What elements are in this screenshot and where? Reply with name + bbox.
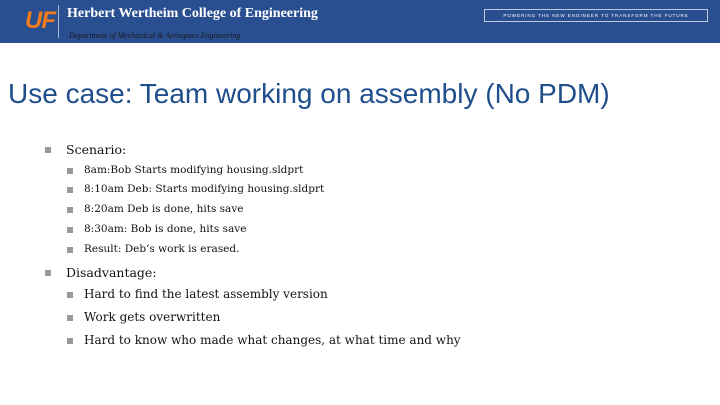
college-name: Herbert Wertheim College of Engineering	[67, 6, 318, 21]
bullet-icon	[67, 168, 73, 174]
list-item: 8:10am Deb: Starts modifying housing.sldprt	[84, 183, 325, 195]
uf-logo: UF	[25, 7, 55, 34]
bullet-icon	[45, 270, 51, 276]
bullet-icon	[67, 315, 73, 321]
list-item: 8am:Bob Starts modifying housing.sldprt	[84, 164, 304, 176]
list-item: Hard to know who made what changes, at what time and why	[84, 333, 461, 347]
bullet-icon	[67, 247, 73, 253]
disadvantage-label: Disadvantage:	[66, 265, 157, 280]
list-item: 8:20am Deb is done, hits save	[84, 203, 244, 215]
tagline: POWERING THE NEW ENGINEER TO TRANSFORM THE FUTURE	[484, 9, 708, 22]
list-item: Result: Deb’s work is erased.	[84, 243, 240, 255]
list-item: Work gets overwritten	[84, 310, 221, 324]
scenario-label: Scenario:	[66, 142, 127, 157]
bullet-icon	[67, 338, 73, 344]
bullet-icon	[67, 187, 73, 193]
slide-title: Use case: Team working on assembly (No PDM)	[8, 78, 610, 109]
logo-divider	[58, 5, 59, 38]
bullet-icon	[45, 147, 51, 153]
list-item: 8:30am: Bob is done, hits save	[84, 223, 247, 235]
bullet-icon	[67, 292, 73, 298]
bullet-icon	[67, 207, 73, 213]
department-name: Department of Mechanical & Aerospace Engineering	[69, 31, 241, 40]
list-item: Hard to find the latest assembly version	[84, 287, 328, 301]
bullet-icon	[67, 227, 73, 233]
